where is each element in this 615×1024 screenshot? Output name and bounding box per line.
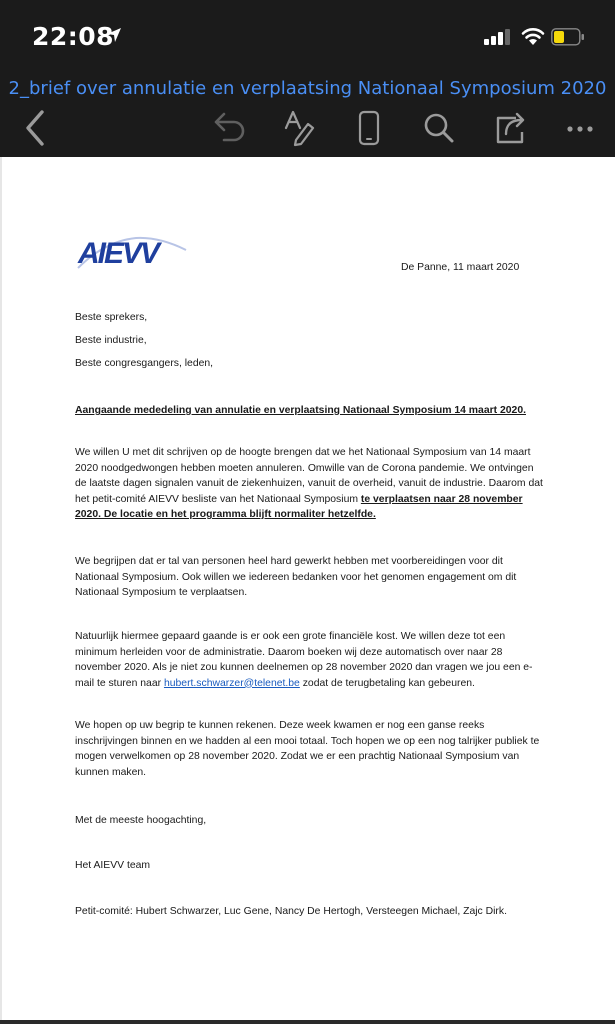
document-title: 2_brief over annulatie en verplaatsing Nationaal Symposium 2020 [8,78,607,99]
paragraph-2: We begrijpen dat er tal van personen heel hard gewerkt hebben met voorbereidingen voor dit Nationaal Symposium. Ook willen we iedereen bedanken voor het genomen engagement om dit Nationaal Symposium te verplaatsen. [75,556,517,598]
share-icon[interactable] [494,108,530,148]
cellular-signal-icon [484,29,512,45]
location-arrow-icon [106,27,122,43]
wifi-icon [520,26,546,46]
logo-text: AIEVV [78,237,159,270]
search-icon[interactable] [422,108,456,148]
battery-icon [551,28,585,46]
paragraph-3-text: Natuurlijk hiermee gepaard gaande is er ook een grote financiële kost. We willen deze tot een minimum herleiden voor de administratie. Daarom boeken wij deze automatisch over naar 28 november 2020. Als je niet zou kunnen deelnemen op 28 november 2020 dan vragen we jou een e-mail te sturen naar [75,631,533,689]
committee-line: Petit-comité: Hubert Schwarzer, Luc Gene, Nancy De Hertogh, Versteegen Michael, Zajc Dirk. [75,906,507,917]
greeting-line: Beste industrie, [75,335,147,346]
signature: Het AIEVV team [75,860,151,871]
closing: Met de meeste hoogachting, [75,815,207,826]
phone-view-icon[interactable] [356,108,382,148]
greeting-line: Beste congresgangers, leden, [75,358,214,369]
email-link[interactable]: hubert.schwarzer@telenet.be [163,677,300,689]
paragraph-1 [75,445,545,523]
paragraph-3-end: zodat de terugbetaling kan gebeuren. [299,677,475,689]
toolbar [0,102,615,154]
back-icon[interactable] [22,108,48,148]
paragraph-4: We hopen op uw begrip te kunnen rekenen. Deze week kwamen er nog een ganse reeks inschrijvingen binnen en we hadden al een mooi totaal. Toch hopen we op een nog talrijker publiek te mogen verwelkomen op 28 november 2020. Zodat we er een prachtig Nationaal Symposium van kunnen maken. [75,720,540,778]
markup-icon[interactable] [282,108,318,148]
aievv-logo [76,232,188,272]
status-bar [0,0,615,72]
paragraph-1-text: We willen U met dit schrijven op de hoogte brengen dat we het Nationaal Symposium van 14 maart 2020 noodgedwongen hebben moeten annuleren. Omwille van de Corona pandemie. We ontvingen de laatste dagen signalen vanuit de ziekenhuizen, vanuit de overheid, vanuit de industrie. Daarom dat het petit-comité AIEVV besliste van het Nationaal Symposium [75,447,543,505]
more-icon[interactable] [566,108,596,148]
paragraph-1-bold: te verplaatsen naar 28 november 2020. De locatie en het programma blijft normaliter hetzelfde. [75,493,523,520]
letter-date: De Panne, 11 maart 2020 [401,262,520,273]
letter-subject: Aangaande mededeling van annulatie en verplaatsing Nationaal Symposium 14 maart 2020. [75,405,526,416]
undo-icon[interactable] [210,108,248,148]
paragraph-3 [75,629,545,691]
status-time: 22:08 [32,22,115,51]
greeting-line: Beste sprekers, [75,312,148,323]
bottom-divider [0,1020,615,1024]
